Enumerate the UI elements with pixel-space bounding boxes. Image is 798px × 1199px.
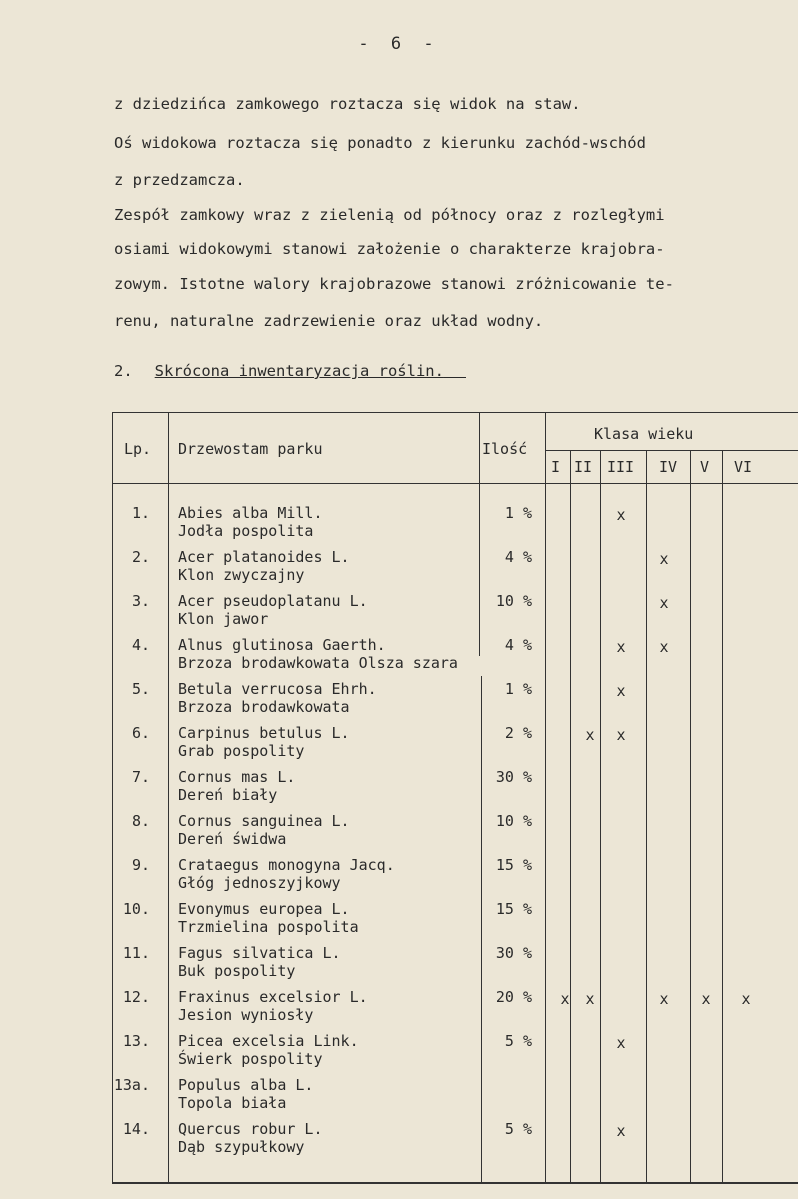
table-bottom-rule xyxy=(112,1182,798,1184)
age-class-mark: x xyxy=(701,990,711,1008)
row-lp: 4. xyxy=(131,636,150,654)
col-rule-class-ii xyxy=(600,450,601,1182)
row-quantity: 1 % xyxy=(504,504,532,522)
row-quantity: 4 % xyxy=(504,548,532,566)
row-latin-name: Abies alba Mill. xyxy=(178,504,323,522)
row-lp: 14. xyxy=(122,1120,150,1138)
row-polish-name: Klon jawor xyxy=(178,610,269,628)
row-polish-name: Dereń biały xyxy=(178,786,278,804)
row-lp: 2. xyxy=(131,548,150,566)
row-lp: 9. xyxy=(131,856,150,874)
intro-line: z dziedzińca zamkowego roztacza się widok na staw. xyxy=(114,95,581,113)
row-lp: 10. xyxy=(122,900,150,918)
row-lp: 11. xyxy=(122,944,150,962)
row-latin-name: Fraxinus excelsior L. xyxy=(178,988,368,1006)
age-class-mark: x xyxy=(659,990,669,1008)
age-class-mark: x xyxy=(659,638,669,656)
row-lp: 13. xyxy=(122,1032,150,1050)
row-polish-name: Buk pospolity xyxy=(178,962,296,980)
age-class-mark: x xyxy=(659,594,669,612)
row-latin-name: Betula verrucosa Ehrh. xyxy=(178,680,377,698)
age-class-mark: x xyxy=(616,726,626,744)
age-class-mark: x xyxy=(616,682,626,700)
col-rule-lp xyxy=(168,412,169,1182)
col-rule-species xyxy=(479,412,480,656)
row-quantity: 10 % xyxy=(495,592,532,610)
section-number: 2. xyxy=(114,362,133,380)
age-class-mark: x xyxy=(560,990,570,1008)
row-polish-name: Klon zwyczajny xyxy=(178,566,305,584)
col-rule-qty xyxy=(545,412,546,1182)
col-rule-class-iii xyxy=(646,450,647,1182)
row-lp: 5. xyxy=(131,680,150,698)
row-latin-name: Fagus silvatica L. xyxy=(178,944,341,962)
row-latin-name: Acer platanoides L. xyxy=(178,548,350,566)
row-lp: 7. xyxy=(131,768,150,786)
age-class-mark: x xyxy=(616,1034,626,1052)
row-latin-name: Cornus sanguinea L. xyxy=(178,812,350,830)
header-lp: Lp. xyxy=(124,440,152,458)
row-polish-name: Brzoza brodawkowata Olsza szara xyxy=(178,654,458,672)
page-number: - 6 - xyxy=(358,34,440,54)
header-species: Drzewostam parku xyxy=(178,440,323,458)
age-class-mark: x xyxy=(585,990,595,1008)
age-class-mark: x xyxy=(616,1122,626,1140)
row-polish-name: Topola biała xyxy=(178,1094,287,1112)
age-class-mark: x xyxy=(585,726,595,744)
age-class-mark: x xyxy=(659,550,669,568)
row-latin-name: Alnus glutinosa Gaerth. xyxy=(178,636,386,654)
col-rule-species xyxy=(481,676,482,1182)
row-lp: 6. xyxy=(131,724,150,742)
row-latin-name: Cornus mas L. xyxy=(178,768,296,786)
row-quantity: 30 % xyxy=(495,944,532,962)
row-polish-name: Dereń świdwa xyxy=(178,830,287,848)
row-quantity: 30 % xyxy=(495,768,532,786)
row-quantity: 5 % xyxy=(504,1120,532,1138)
row-latin-name: Evonymus europea L. xyxy=(178,900,350,918)
header-class-iii: III xyxy=(607,458,635,476)
row-polish-name: Jodła pospolita xyxy=(178,522,314,540)
row-lp: 8. xyxy=(131,812,150,830)
col-rule-class-v xyxy=(722,450,723,1182)
row-polish-name: Głóg jednoszyjkowy xyxy=(178,874,341,892)
age-class-mark: x xyxy=(616,638,626,656)
row-quantity: 1 % xyxy=(504,680,532,698)
table-top-rule xyxy=(112,412,798,413)
row-latin-name: Populus alba L. xyxy=(178,1076,314,1094)
age-class-mark: x xyxy=(741,990,751,1008)
row-lp: 1. xyxy=(131,504,150,522)
header-qty: Ilość xyxy=(482,440,528,458)
row-polish-name: Świerk pospolity xyxy=(178,1050,323,1068)
row-polish-name: Dąb szypułkowy xyxy=(178,1138,305,1156)
row-quantity: 15 % xyxy=(495,900,532,918)
intro-line: renu, naturalne zadrzewienie oraz układ wodny. xyxy=(114,312,544,330)
intro-line: osiami widokowymi stanowi założenie o charakterze krajobra- xyxy=(114,240,665,258)
row-quantity: 10 % xyxy=(495,812,532,830)
row-quantity: 2 % xyxy=(504,724,532,742)
header-class-vi: VI xyxy=(734,458,753,476)
row-latin-name: Carpinus betulus L. xyxy=(178,724,350,742)
age-class-mark: x xyxy=(616,506,626,524)
row-lp: 3. xyxy=(131,592,150,610)
header-bottom-rule xyxy=(112,483,798,484)
row-quantity: 20 % xyxy=(495,988,532,1006)
row-quantity: 15 % xyxy=(495,856,532,874)
section-title: Skrócona inwentaryzacja roślin. xyxy=(154,362,444,380)
col-rule-left xyxy=(112,412,113,1182)
header-class-v: V xyxy=(700,458,710,476)
col-rule-class-iv xyxy=(690,450,691,1182)
row-polish-name: Jesion wyniosły xyxy=(178,1006,314,1024)
row-latin-name: Picea excelsia Link. xyxy=(178,1032,359,1050)
intro-line: Zespół zamkowy wraz z zielenią od północy oraz z rozległymi xyxy=(114,206,665,224)
row-quantity: 5 % xyxy=(504,1032,532,1050)
row-quantity: 4 % xyxy=(504,636,532,654)
col-rule-class-i xyxy=(570,450,571,1182)
intro-line: Oś widokowa roztacza się ponadto z kierunku zachód-wschód xyxy=(114,134,646,152)
row-lp: 13a. xyxy=(113,1076,150,1094)
age-class-subheader-rule xyxy=(545,450,798,451)
header-age-class: Klasa wieku xyxy=(594,425,694,443)
header-class-ii: II xyxy=(574,458,593,476)
row-latin-name: Quercus robur L. xyxy=(178,1120,323,1138)
intro-line: z przedzamcza. xyxy=(114,171,245,189)
row-polish-name: Grab pospolity xyxy=(178,742,305,760)
row-polish-name: Brzoza brodawkowata xyxy=(178,698,350,716)
intro-line: zowym. Istotne walory krajobrazowe stanowi zróżnicowanie te- xyxy=(114,275,674,293)
header-class-iv: IV xyxy=(659,458,678,476)
row-polish-name: Trzmielina pospolita xyxy=(178,918,359,936)
header-class-i: I xyxy=(551,458,561,476)
row-latin-name: Acer pseudoplatanu L. xyxy=(178,592,368,610)
row-latin-name: Crataegus monogyna Jacq. xyxy=(178,856,395,874)
row-lp: 12. xyxy=(122,988,150,1006)
